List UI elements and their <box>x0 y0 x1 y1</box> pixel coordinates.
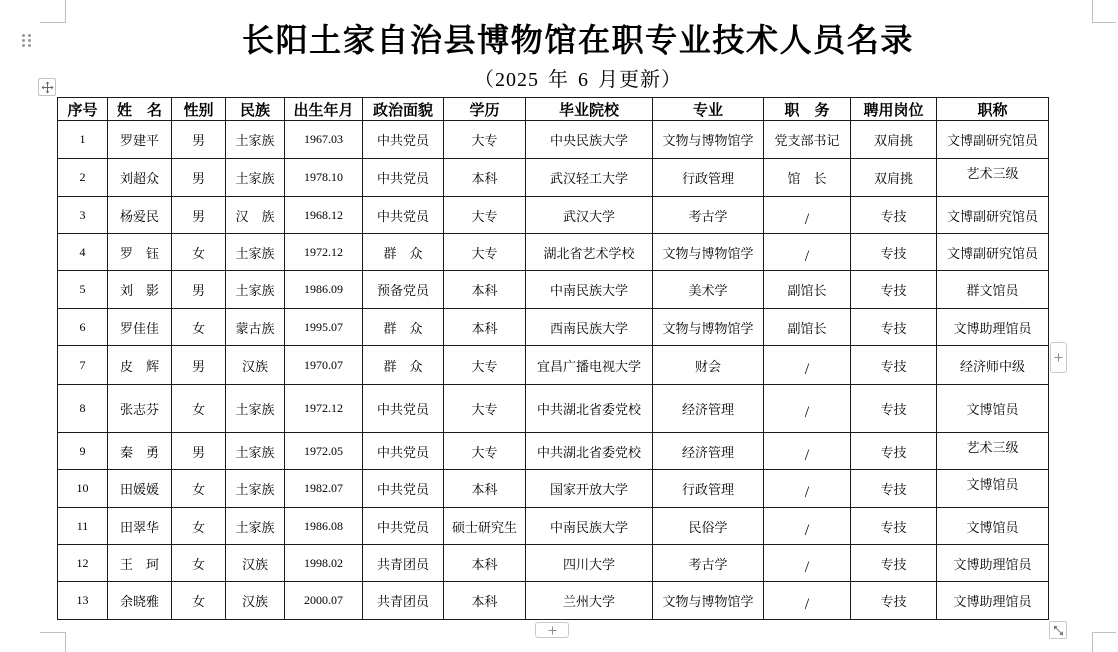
table-cell-gender[interactable]: 男 <box>172 197 226 234</box>
table-cell-political[interactable]: 中共党员 <box>363 121 444 159</box>
table-cell-ethnicity[interactable]: 土家族 <box>226 470 285 508</box>
header-position[interactable]: 职 务 <box>764 98 851 121</box>
table-cell-title[interactable]: 文博助理馆员 <box>937 582 1049 620</box>
table-cell-political[interactable]: 预备党员 <box>363 271 444 309</box>
header-title[interactable]: 职称 <box>937 98 1049 121</box>
table-row <box>58 346 1049 385</box>
table-cell-education[interactable]: 本科 <box>444 309 526 346</box>
table-cell-political[interactable]: 中共党员 <box>363 385 444 433</box>
table-row <box>58 582 1049 620</box>
table-cell-education[interactable]: 大专 <box>444 197 526 234</box>
table-cell-position[interactable]: 党支部书记 <box>764 121 851 159</box>
table-cell-seq[interactable]: 12 <box>58 545 108 582</box>
table-cell-major[interactable]: 文物与博物馆学 <box>653 582 764 620</box>
table-cell-birth[interactable]: 1972.12 <box>285 234 363 271</box>
table-cell-ethnicity[interactable]: 汉 族 <box>226 197 285 234</box>
table-cell-title[interactable]: 群文馆员 <box>937 271 1049 309</box>
table-cell-political[interactable]: 群 众 <box>363 234 444 271</box>
table-cell-major[interactable]: 文物与博物馆学 <box>653 309 764 346</box>
table-cell-seq[interactable]: 13 <box>58 582 108 620</box>
table-cell-title[interactable]: 文博馆员 <box>937 508 1049 545</box>
table-cell-gender[interactable]: 男 <box>172 346 226 385</box>
table-row <box>58 234 1049 271</box>
table-cell-political[interactable]: 共青团员 <box>363 582 444 620</box>
table-row <box>58 159 1049 197</box>
table-cell-title[interactable]: 文博助理馆员 <box>937 545 1049 582</box>
table-cell-name[interactable]: 秦 勇 <box>108 433 172 470</box>
table-cell-name[interactable]: 张志芬 <box>108 385 172 433</box>
table-cell-seq[interactable]: 10 <box>58 470 108 508</box>
table-cell-major[interactable]: 民俗学 <box>653 508 764 545</box>
table-cell-ethnicity[interactable]: 土家族 <box>226 508 285 545</box>
table-cell-gender[interactable]: 男 <box>172 159 226 197</box>
table-cell-education[interactable]: 大专 <box>444 433 526 470</box>
table-cell-birth[interactable]: 1972.05 <box>285 433 363 470</box>
table-cell-position[interactable]: / <box>764 545 851 582</box>
table-cell-name[interactable]: 余晓雅 <box>108 582 172 620</box>
table-cell-major[interactable]: 文物与博物馆学 <box>653 121 764 159</box>
table-cell-position[interactable]: / <box>764 197 851 234</box>
table-cell-education[interactable]: 本科 <box>444 159 526 197</box>
table-cell-school[interactable]: 西南民族大学 <box>526 309 653 346</box>
table-cell-school[interactable]: 中共湖北省委党校 <box>526 433 653 470</box>
table-cell-position[interactable]: / <box>764 433 851 470</box>
table-cell-ethnicity[interactable]: 土家族 <box>226 433 285 470</box>
header-post[interactable]: 聘用岗位 <box>851 98 937 121</box>
table-cell-education[interactable]: 本科 <box>444 545 526 582</box>
header-school[interactable]: 毕业院校 <box>526 98 653 121</box>
table-cell-position[interactable]: 副馆长 <box>764 271 851 309</box>
table-cell-name[interactable]: 刘超众 <box>108 159 172 197</box>
table-cell-name[interactable]: 罗 钰 <box>108 234 172 271</box>
table-cell-education[interactable]: 硕士研究生 <box>444 508 526 545</box>
table-cell-name[interactable]: 刘 影 <box>108 271 172 309</box>
table-cell-birth[interactable]: 1972.12 <box>285 385 363 433</box>
table-body <box>58 121 1049 620</box>
table-cell-seq[interactable]: 2 <box>58 159 108 197</box>
table-cell-ethnicity[interactable]: 汉族 <box>226 346 285 385</box>
table-cell-seq[interactable]: 5 <box>58 271 108 309</box>
header-political[interactable]: 政治面貌 <box>363 98 444 121</box>
table-cell-name[interactable]: 杨爱民 <box>108 197 172 234</box>
table-row <box>58 545 1049 582</box>
table-cell-name[interactable]: 田翠华 <box>108 508 172 545</box>
header-birth[interactable]: 出生年月 <box>285 98 363 121</box>
table-resize-handle[interactable] <box>1049 621 1067 639</box>
table-cell-title[interactable]: 文博助理馆员 <box>937 309 1049 346</box>
add-column-button[interactable] <box>1050 342 1067 373</box>
table-cell-gender[interactable]: 女 <box>172 470 226 508</box>
header-name[interactable]: 姓 名 <box>108 98 172 121</box>
table-cell-birth[interactable]: 1967.03 <box>285 121 363 159</box>
page-corner-mark-top-right-v <box>1092 0 1093 22</box>
table-cell-post[interactable]: 专技 <box>851 470 937 508</box>
table-cell-political[interactable]: 中共党员 <box>363 470 444 508</box>
table-cell-political[interactable]: 中共党员 <box>363 197 444 234</box>
table-cell-education[interactable]: 本科 <box>444 470 526 508</box>
table-cell-gender[interactable]: 女 <box>172 508 226 545</box>
table-cell-major[interactable]: 考古学 <box>653 545 764 582</box>
table-cell-name[interactable]: 罗佳佳 <box>108 309 172 346</box>
table-cell-post[interactable]: 专技 <box>851 508 937 545</box>
table-row <box>58 271 1049 309</box>
table-row <box>58 309 1049 346</box>
plus-icon <box>1054 353 1063 362</box>
table-cell-major[interactable]: 经济管理 <box>653 433 764 470</box>
table-cell-gender[interactable]: 女 <box>172 582 226 620</box>
table-cell-post[interactable]: 专技 <box>851 346 937 385</box>
table-cell-seq[interactable]: 1 <box>58 121 108 159</box>
table-cell-school[interactable]: 宜昌广播电视大学 <box>526 346 653 385</box>
header-major[interactable]: 专业 <box>653 98 764 121</box>
table-cell-birth[interactable]: 1995.07 <box>285 309 363 346</box>
table-row <box>58 433 1049 470</box>
table-cell-birth[interactable]: 1982.07 <box>285 470 363 508</box>
table-cell-school[interactable]: 中南民族大学 <box>526 271 653 309</box>
table-cell-ethnicity[interactable]: 土家族 <box>226 159 285 197</box>
table-cell-political[interactable]: 中共党员 <box>363 159 444 197</box>
table-cell-post[interactable]: 专技 <box>851 582 937 620</box>
table-cell-title[interactable]: 艺术三级 <box>937 159 1049 197</box>
table-cell-school[interactable]: 武汉大学 <box>526 197 653 234</box>
header-education[interactable]: 学历 <box>444 98 526 121</box>
table-cell-major[interactable]: 文物与博物馆学 <box>653 234 764 271</box>
document-title[interactable]: 长阳土家自治县博物馆在职专业技术人员名录 <box>241 22 914 58</box>
plus-icon <box>548 626 557 635</box>
table-cell-position[interactable]: / <box>764 582 851 620</box>
page-corner-mark-top-left-v <box>65 0 66 22</box>
table-cell-birth[interactable]: 1986.08 <box>285 508 363 545</box>
table-cell-seq[interactable]: 9 <box>58 433 108 470</box>
table-cell-school[interactable]: 四川大学 <box>526 545 653 582</box>
table-cell-gender[interactable]: 男 <box>172 121 226 159</box>
table-cell-title[interactable]: 艺术三级 <box>937 433 1049 470</box>
table-cell-name[interactable]: 王 珂 <box>108 545 172 582</box>
table-cell-major[interactable]: 美术学 <box>653 271 764 309</box>
table-row <box>58 121 1049 159</box>
diagonal-resize-icon <box>1053 625 1064 636</box>
table-cell-school[interactable]: 国家开放大学 <box>526 470 653 508</box>
header-gender[interactable]: 性别 <box>172 98 226 121</box>
table-cell-major[interactable]: 经济管理 <box>653 385 764 433</box>
table-cell-post[interactable]: 双肩挑 <box>851 121 937 159</box>
table-cell-name[interactable]: 田媛媛 <box>108 470 172 508</box>
table-cell-school[interactable]: 湖北省艺术学校 <box>526 234 653 271</box>
table-cell-title[interactable]: 文博馆员 <box>937 385 1049 433</box>
table-cell-education[interactable]: 本科 <box>444 582 526 620</box>
table-cell-title[interactable]: 文博副研究馆员 <box>937 121 1049 159</box>
table-cell-ethnicity[interactable]: 土家族 <box>226 234 285 271</box>
table-cell-education[interactable]: 大专 <box>444 121 526 159</box>
table-cell-birth[interactable]: 1986.09 <box>285 271 363 309</box>
table-cell-major[interactable]: 财会 <box>653 346 764 385</box>
table-cell-seq[interactable]: 8 <box>58 385 108 433</box>
table-cell-title[interactable]: 文博副研究馆员 <box>937 234 1049 271</box>
table-cell-school[interactable]: 中央民族大学 <box>526 121 653 159</box>
table-cell-school[interactable]: 武汉轻工大学 <box>526 159 653 197</box>
table-cell-seq[interactable]: 6 <box>58 309 108 346</box>
table-cell-position[interactable]: 馆 长 <box>764 159 851 197</box>
table-cell-seq[interactable]: 7 <box>58 346 108 385</box>
table-cell-education[interactable]: 大专 <box>444 385 526 433</box>
table-cell-major[interactable]: 行政管理 <box>653 159 764 197</box>
table-cell-ethnicity[interactable]: 土家族 <box>226 271 285 309</box>
table-cell-gender[interactable]: 女 <box>172 309 226 346</box>
table-row <box>58 197 1049 234</box>
table-cell-post[interactable]: 专技 <box>851 271 937 309</box>
table-cell-post[interactable]: 专技 <box>851 545 937 582</box>
table-cell-position[interactable]: / <box>764 234 851 271</box>
table-cell-seq[interactable]: 11 <box>58 508 108 545</box>
table-cell-ethnicity[interactable]: 蒙古族 <box>226 309 285 346</box>
page-corner-mark-bottom-right-h <box>1092 632 1116 633</box>
table-cell-birth[interactable]: 1998.02 <box>285 545 363 582</box>
table-cell-seq[interactable]: 4 <box>58 234 108 271</box>
table-cell-title[interactable]: 文博馆员 <box>937 470 1049 508</box>
table-cell-major[interactable]: 行政管理 <box>653 470 764 508</box>
table-cell-post[interactable]: 专技 <box>851 234 937 271</box>
table-cell-name[interactable]: 罗建平 <box>108 121 172 159</box>
table-cell-major[interactable]: 考古学 <box>653 197 764 234</box>
table-cell-school[interactable]: 兰州大学 <box>526 582 653 620</box>
table-cell-gender[interactable]: 男 <box>172 433 226 470</box>
table-cell-post[interactable]: 专技 <box>851 197 937 234</box>
staff-roster-table <box>57 97 1049 620</box>
table-cell-post[interactable]: 双肩挑 <box>851 159 937 197</box>
add-row-button[interactable] <box>535 622 569 638</box>
table-cell-position[interactable]: / <box>764 346 851 385</box>
page-corner-mark-bottom-left-v <box>65 632 66 652</box>
grip-dots-icon[interactable] <box>21 33 33 49</box>
table-cell-post[interactable]: 专技 <box>851 309 937 346</box>
table-cell-political[interactable]: 共青团员 <box>363 545 444 582</box>
table-cell-education[interactable]: 本科 <box>444 271 526 309</box>
page-corner-mark-bottom-left-h <box>40 632 66 633</box>
table-cell-education[interactable]: 大专 <box>444 234 526 271</box>
table-cell-school[interactable]: 中南民族大学 <box>526 508 653 545</box>
table-cell-position[interactable]: 副馆长 <box>764 309 851 346</box>
header-ethnicity[interactable]: 民族 <box>226 98 285 121</box>
table-cell-post[interactable]: 专技 <box>851 433 937 470</box>
table-row <box>58 470 1049 508</box>
page-corner-mark-bottom-right-v <box>1092 632 1093 652</box>
table-cell-position[interactable]: / <box>764 385 851 433</box>
table-header-row <box>58 98 1049 121</box>
table-cell-seq[interactable]: 3 <box>58 197 108 234</box>
table-cell-birth[interactable]: 2000.07 <box>285 582 363 620</box>
table-cell-title[interactable]: 经济师中级 <box>937 346 1049 385</box>
table-cell-birth[interactable]: 1978.10 <box>285 159 363 197</box>
table-cell-birth[interactable]: 1968.12 <box>285 197 363 234</box>
table-cell-gender[interactable]: 男 <box>172 271 226 309</box>
table-row <box>58 385 1049 433</box>
document-subtitle[interactable]: （2025 年 6 月更新） <box>474 69 682 91</box>
table-cell-title[interactable]: 文博副研究馆员 <box>937 197 1049 234</box>
table-cell-ethnicity[interactable]: 土家族 <box>226 385 285 433</box>
table-cell-political[interactable]: 群 众 <box>363 309 444 346</box>
table-cell-school[interactable]: 中共湖北省委党校 <box>526 385 653 433</box>
table-cell-gender[interactable]: 女 <box>172 545 226 582</box>
table-cell-ethnicity[interactable]: 汉族 <box>226 545 285 582</box>
table-cell-education[interactable]: 大专 <box>444 346 526 385</box>
table-cell-political[interactable]: 中共党员 <box>363 508 444 545</box>
table-cell-ethnicity[interactable]: 土家族 <box>226 121 285 159</box>
table-cell-political[interactable]: 群 众 <box>363 346 444 385</box>
table-cell-birth[interactable]: 1970.07 <box>285 346 363 385</box>
table-cell-ethnicity[interactable]: 汉族 <box>226 582 285 620</box>
table-cell-name[interactable]: 皮 辉 <box>108 346 172 385</box>
table-cell-position[interactable]: / <box>764 470 851 508</box>
header-seq[interactable]: 序号 <box>58 98 108 121</box>
table-cell-position[interactable]: / <box>764 508 851 545</box>
table-cell-gender[interactable]: 女 <box>172 385 226 433</box>
table-cell-political[interactable]: 中共党员 <box>363 433 444 470</box>
table-row <box>58 508 1049 545</box>
table-cell-post[interactable]: 专技 <box>851 385 937 433</box>
table-cell-gender[interactable]: 女 <box>172 234 226 271</box>
